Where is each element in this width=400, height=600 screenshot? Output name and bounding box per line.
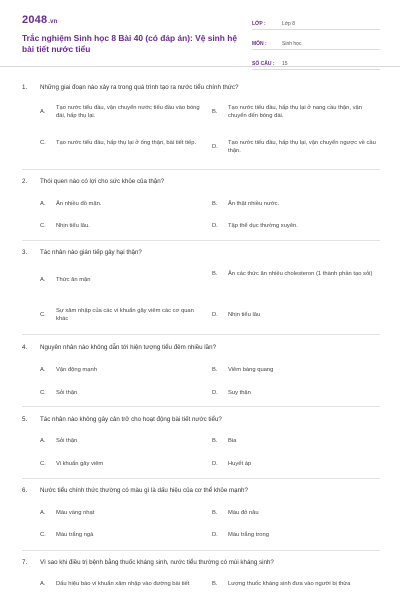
- option-letter: C.: [40, 532, 46, 538]
- option-letter: D.: [212, 461, 218, 467]
- question-7: [22, 558, 382, 567]
- meta-table: [252, 14, 380, 74]
- option-text: Bia: [228, 438, 237, 444]
- option-6a[interactable]: [40, 509, 206, 517]
- question-text: [22, 558, 382, 567]
- question-prompt: Nước tiểu chính thức thường có màu gì là dấu hiệu của cơ thể khỏe mạnh?: [40, 487, 248, 494]
- option-text: Huyết áp: [228, 461, 252, 467]
- option-letter: A.: [40, 367, 46, 373]
- question-2: [22, 177, 382, 186]
- meta-value: 15: [282, 61, 288, 67]
- option-letter: C.: [40, 223, 46, 229]
- option-text: Nhịn tiểu lâu: [228, 312, 261, 318]
- option-text: Tạo nước tiểu đầu, hấp thụ lại ở ống thận, bài tiết tiếp.: [56, 140, 197, 146]
- logo-text: 2048: [22, 14, 48, 26]
- option-6b[interactable]: [212, 509, 378, 517]
- option-text: Tập thể dục thường xuyên.: [228, 223, 298, 229]
- option-letter: B.: [212, 438, 218, 444]
- divider: [22, 550, 380, 551]
- option-5b[interactable]: [212, 437, 378, 445]
- option-letter: D.: [212, 223, 218, 229]
- question-1: [22, 83, 382, 92]
- meta-label: MÔN :: [252, 41, 267, 47]
- option-6c[interactable]: [40, 531, 206, 539]
- option-text: Màu trắng trong: [228, 532, 269, 538]
- option-4c[interactable]: [40, 389, 206, 397]
- option-4d[interactable]: [212, 389, 378, 397]
- meta-row-subject: [252, 34, 380, 50]
- option-text: Vi khuẩn gây viêm: [56, 461, 104, 467]
- logo-suffix: .vn: [48, 19, 58, 25]
- question-text: [22, 248, 382, 257]
- option-letter: B.: [212, 581, 218, 587]
- question-text: [22, 343, 382, 352]
- option-letter: B.: [212, 109, 218, 116]
- option-letter: B.: [212, 271, 218, 277]
- meta-label: SỐ CÂU :: [252, 61, 275, 67]
- question-3: [22, 248, 382, 257]
- question-text: [22, 415, 382, 424]
- option-letter: B.: [212, 367, 218, 373]
- question-prompt: Tác nhân nào không gây cản trở cho hoạt động bài tiết nước tiểu?: [40, 416, 222, 423]
- divider: [22, 240, 380, 241]
- option-letter: A.: [40, 109, 46, 116]
- option-text: Màu đỏ nâu: [228, 510, 259, 516]
- meta-row-class: [252, 14, 380, 30]
- option-5d[interactable]: [212, 460, 378, 468]
- option-text: Sỏi thận: [56, 390, 78, 396]
- option-3c[interactable]: [40, 307, 206, 324]
- option-5a[interactable]: [40, 437, 206, 445]
- option-7a[interactable]: [40, 580, 206, 588]
- question-number: 5.: [22, 416, 28, 423]
- site-logo[interactable]: [22, 14, 58, 26]
- option-letter: C.: [40, 140, 46, 146]
- option-7b[interactable]: [212, 580, 378, 588]
- option-3d[interactable]: [212, 311, 378, 319]
- option-text: Tạo nước tiểu đầu, hấp thụ lại ở nang cầu thận, vận chuyển đến bóng đái.: [228, 105, 362, 120]
- option-3a[interactable]: [40, 276, 206, 284]
- option-letter: D.: [212, 144, 218, 151]
- option-1a[interactable]: [40, 104, 206, 121]
- option-text: Ăn thật nhiều nước.: [228, 201, 280, 207]
- option-text: Ăn nhiều đồ mặn.: [56, 201, 102, 207]
- option-letter: D.: [212, 532, 218, 538]
- option-1c[interactable]: [40, 139, 206, 147]
- option-5c[interactable]: [40, 460, 206, 468]
- option-2a[interactable]: [40, 200, 206, 208]
- option-4b[interactable]: [212, 366, 378, 374]
- question-4: [22, 343, 382, 352]
- option-3b[interactable]: [212, 270, 378, 278]
- question-prompt: Vì sao khi điều trị bệnh bằng thuốc kháng sinh, nước tiểu thường có mùi kháng sinh?: [40, 559, 274, 566]
- question-prompt: Thói quen nào có lợi cho sức khỏe của thận?: [40, 178, 165, 185]
- option-letter: A.: [40, 581, 46, 587]
- question-number: 1.: [22, 84, 28, 91]
- option-4a[interactable]: [40, 366, 206, 374]
- option-letter: A.: [40, 277, 46, 283]
- meta-value: Lớp 8: [282, 21, 296, 27]
- question-number: 3.: [22, 249, 28, 256]
- option-text: Màu trắng ngà: [56, 532, 94, 538]
- question-prompt: Những giai đoạn nào xảy ra trong quá trình tạo ra nước tiểu chính thức?: [40, 84, 239, 91]
- option-text: Dấu hiệu báo vi khuẩn xâm nhập vào đường bài tiết: [56, 581, 190, 587]
- option-text: Tạo nước tiểu đầu, vận chuyển nước tiểu đầu vào bóng đái, hấp thụ lại.: [56, 105, 200, 120]
- option-1d[interactable]: [212, 139, 378, 156]
- option-letter: D.: [212, 312, 218, 318]
- question-text: [22, 83, 382, 92]
- page-title: Trắc nghiệm Sinh học 8 Bài 40 (có đáp án): Vệ sinh hệ bài tiết nước tiểu: [22, 33, 238, 54]
- option-text: Suy thận: [228, 390, 251, 396]
- option-text: Viêm bàng quang: [228, 367, 274, 373]
- header: [0, 0, 400, 67]
- divider: [22, 406, 380, 407]
- question-number: 4.: [22, 344, 28, 351]
- option-text: Sự xâm nhập của các vi khuẩn gây viêm các cơ quan khác: [56, 308, 194, 323]
- option-letter: B.: [212, 510, 218, 516]
- option-text: Màu vàng nhạt: [56, 510, 95, 516]
- divider: [22, 478, 380, 479]
- question-6: [22, 486, 382, 495]
- question-number: 2.: [22, 178, 28, 185]
- option-text: Thức ăn mặn: [56, 277, 91, 283]
- question-text: [22, 177, 382, 186]
- question-prompt: Tác nhân nào gián tiếp gây hại thận?: [40, 249, 142, 256]
- option-letter: C.: [40, 390, 46, 396]
- option-letter: B.: [212, 201, 218, 207]
- divider: [22, 334, 380, 335]
- option-letter: A.: [40, 510, 46, 516]
- option-letter: A.: [40, 438, 46, 444]
- option-text: Vận động mạnh: [56, 367, 97, 373]
- meta-row-count: [252, 54, 380, 70]
- option-6d[interactable]: [212, 531, 378, 539]
- question-text: [22, 486, 382, 495]
- option-letter: A.: [40, 201, 46, 207]
- option-letter: C.: [40, 461, 46, 467]
- option-2d[interactable]: [212, 222, 378, 230]
- option-1b[interactable]: [212, 104, 378, 121]
- option-letter: D.: [212, 390, 218, 396]
- option-2c[interactable]: [40, 222, 206, 230]
- option-text: Tạo nước tiểu đầu, hấp thụ lại, vận chuyển ngược về cầu thận.: [228, 140, 376, 155]
- option-letter: C.: [40, 312, 46, 319]
- question-prompt: Nguyên nhân nào không dẫn tới hiện tượng tiểu đêm nhiều lần?: [40, 344, 217, 351]
- meta-value: Sinh học: [282, 41, 302, 47]
- question-number: 6.: [22, 487, 28, 494]
- question-number: 7.: [22, 559, 28, 566]
- meta-label: LỚP :: [252, 21, 266, 27]
- option-2b[interactable]: [212, 200, 378, 208]
- option-text: Ăn các thức ăn nhiều cholesteron (1 thành phần tạo sỏi): [228, 271, 373, 277]
- divider: [22, 169, 380, 170]
- option-text: Nhịn tiểu lâu.: [56, 223, 90, 229]
- option-text: Lượng thuốc kháng sinh đưa vào người bị thừa: [228, 581, 351, 587]
- option-text: Sỏi thận: [56, 438, 78, 444]
- question-5: [22, 415, 382, 424]
